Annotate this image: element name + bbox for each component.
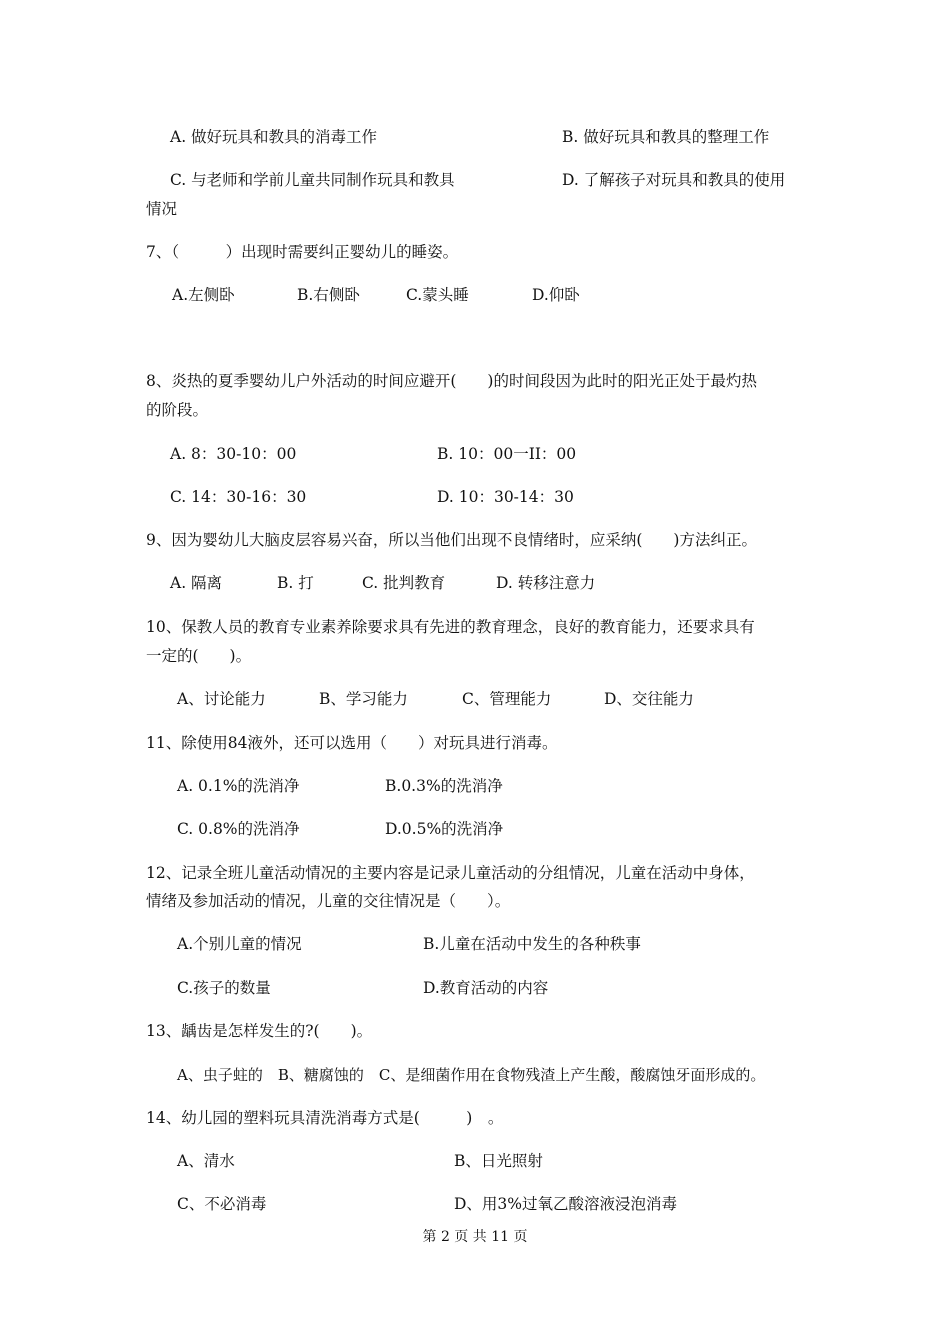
q14-option-c: C、不必消毒 (177, 1195, 267, 1213)
q10-stem-line2: 一定的( )。 (146, 647, 252, 665)
q14-stem: 14、幼儿园的塑料玩具清洗消毒方式是( ) 。 (146, 1109, 504, 1127)
q14-option-b: B、日光照射 (454, 1152, 543, 1170)
q13-options: A、虫子蛀的 B、糖腐蚀的 C、是细菌作用在食物残渣上产生酸，酸腐蚀牙面形成的。 (177, 1066, 766, 1084)
q12-stem-line2: 情绪及参加活动的情况，儿童的交往情况是（ ）。 (146, 892, 511, 910)
q10-stem-line1: 10、保教人员的教育专业素养除要求具有先进的教育理念，良好的教育能力，还要求具有 (146, 618, 755, 636)
q6-option-d: D. 了解孩子对玩具和教具的使用 (562, 171, 786, 189)
q7-option-b: B.右侧卧 (297, 286, 360, 304)
q9-option-d: D. 转移注意力 (496, 574, 596, 592)
q6-option-c: C. 与老师和学前儿童共同制作玩具和教具 (170, 171, 455, 189)
q12-option-a: A.个别儿童的情况 (177, 935, 302, 953)
q7-option-c: C.蒙头睡 (406, 286, 469, 304)
q6-option-d-continued: 情况 (146, 200, 178, 218)
q9-option-b: B. 打 (277, 574, 314, 592)
q9-option-c: C. 批判教育 (362, 574, 446, 592)
q10-option-a: A、讨论能力 (177, 690, 266, 708)
q14-option-d: D、用3%过氧乙酸溶液浸泡消毒 (454, 1195, 678, 1213)
q11-option-b: B.0.3%的洗消净 (385, 777, 503, 795)
q7-option-d: D.仰卧 (532, 286, 580, 304)
q8-stem-line1: 8、炎热的夏季婴幼儿户外活动的时间应避开( )的时间段因为此时的阳光正处于最灼热 (146, 372, 757, 390)
q8-stem-line2: 的阶段。 (146, 401, 209, 419)
q8-option-b: B. 10：00一II：00 (437, 445, 577, 463)
q10-option-b: B、学习能力 (319, 690, 408, 708)
q6-option-a: A. 做好玩具和教具的消毒工作 (170, 128, 378, 146)
q12-stem-line1: 12、记录全班儿童活动情况的主要内容是记录儿童活动的分组情况，儿童在活动中身体， (146, 864, 755, 882)
q8-option-c: C. 14：30-16：30 (170, 488, 307, 506)
q11-option-a: A. 0.1%的洗消净 (177, 777, 300, 795)
q13-stem: 13、龋齿是怎样发生的?( )。 (146, 1022, 373, 1040)
q12-option-d: D.教育活动的内容 (423, 979, 549, 997)
q10-option-d: D、交往能力 (604, 690, 694, 708)
q9-option-a: A. 隔离 (170, 574, 223, 592)
q12-option-b: B.儿童在活动中发生的各种秩事 (423, 935, 641, 953)
q7-option-a: A.左侧卧 (172, 286, 235, 304)
q10-option-c: C、管理能力 (462, 690, 552, 708)
q11-option-c: C. 0.8%的洗消净 (177, 820, 300, 838)
q14-option-a: A、清水 (177, 1152, 235, 1170)
q11-stem: 11、除使用84液外，还可以选用（ ）对玩具进行消毒。 (146, 734, 558, 752)
q12-option-c: C.孩子的数量 (177, 979, 271, 997)
q8-option-a: A. 8：30-10：00 (170, 445, 297, 463)
q7-stem: 7、（ ）出现时需要纠正婴幼儿的睡姿。 (146, 243, 459, 261)
page-footer: 第 2 页 共 11 页 (422, 1229, 528, 1245)
q6-option-b: B. 做好玩具和教具的整理工作 (562, 128, 770, 146)
q11-option-d: D.0.5%的洗消净 (385, 820, 504, 838)
q8-option-d: D. 10：30-14：30 (437, 488, 574, 506)
q9-stem: 9、因为婴幼儿大脑皮层容易兴奋，所以当他们出现不良情绪时，应采纳( )方法纠正。 (146, 531, 757, 549)
